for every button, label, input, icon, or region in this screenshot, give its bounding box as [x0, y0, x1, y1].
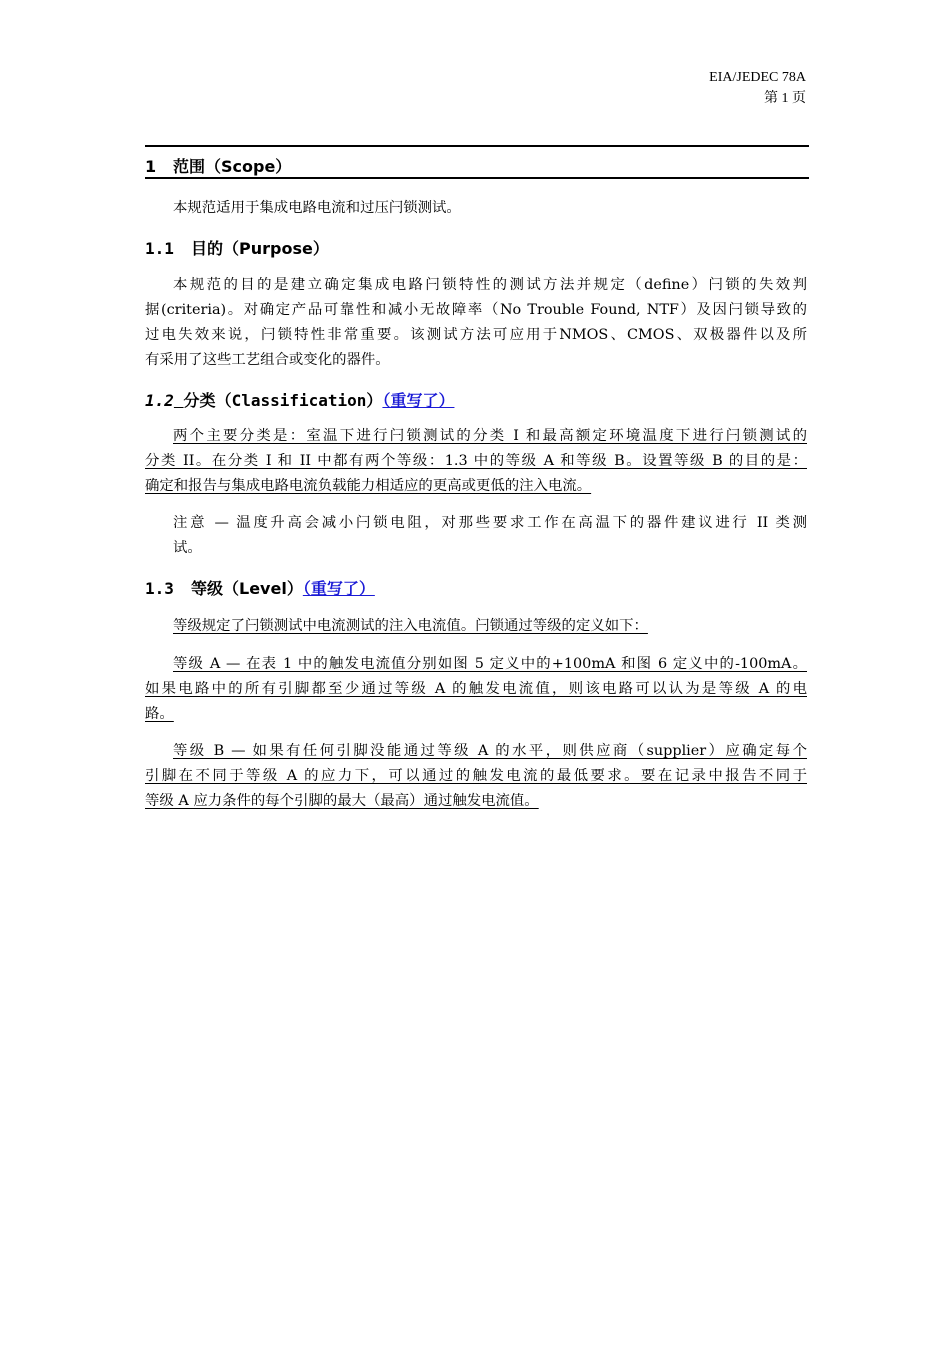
revision-tag: （重写了） [382, 391, 455, 410]
paragraph-line: 有采用了这些工艺组合或变化的器件。 [145, 352, 390, 368]
paragraph-line: 本规范的目的是建立确定集成电路闩锁特性的测试方法并规定（define）闩锁的失效判 [173, 277, 807, 293]
paragraph-line: 如果电路中的所有引脚都至少通过等级 A 的触发电流值，则该电路可以认为是等级 A 的电 [145, 681, 807, 697]
paragraph-line: 引脚在不同于等级 A 的应力下，可以通过的触发电流的最低要求。要在记录中报告不同于 [145, 768, 807, 784]
paragraph-line: 等级规定了闩锁测试中电流测试的注入电流值。闩锁通过等级的定义如下： [173, 618, 648, 634]
paragraph-line: 过电失效来说，闩锁特性非常重要。该测试方法可应用于NMOS、CMOS、双极器件以及所 [145, 327, 807, 343]
section-1-body [145, 196, 807, 221]
page-header [709, 67, 806, 109]
paragraph-line: 路。 [145, 706, 174, 722]
paragraph-line: 据(criteria)。对确定产品可靠性和减小无故障率（No Trouble Found, NTF）及因闩锁导致的 [145, 302, 807, 318]
note-line: 注意 — 温度升高会减小闩锁电阻，对那些要求工作在高温下的器件建议进行 II 类测 [173, 515, 807, 531]
paragraph-line: 等级 A — 在表 1 中的触发电流值分别如图 5 定义中的+100mA 和图 6 定义中的-100mA。 [173, 656, 807, 672]
section-1-2-note [173, 511, 807, 561]
level-b-paragraph [145, 739, 807, 814]
paragraph-line: 等级 A 应力条件的每个引脚的最大（最高）通过触发电流值。 [145, 793, 539, 809]
page-number: 第 1 页 [764, 91, 806, 106]
section-1-heading [145, 154, 291, 177]
section-number: 1.2 [145, 391, 174, 410]
section-number: 1.3 [145, 579, 174, 598]
section-1-2-paragraph [145, 424, 807, 499]
section-title-en: （Classification） [215, 391, 383, 410]
paragraph-line: 分类 II。在分类 I 和 II 中都有两个等级：1.3 中的等级 A 和等级 B。设置等级 B 的目的是： [145, 453, 807, 469]
revision-tag: （重写了） [302, 579, 375, 598]
section-title: 目的（Purpose） [191, 239, 329, 258]
paragraph-line: 两个主要分类是：室温下进行闩锁测试的分类 I 和最高额定环境温度下进行闩锁测试的 [173, 428, 807, 444]
paragraph-line: 等级 B — 如果有任何引脚没能通过等级 A 的水平，则供应商（supplier）应确定每个 [173, 743, 807, 759]
paragraph-text: 本规范适用于集成电路电流和过压闩锁测试。 [173, 200, 461, 216]
section-1-2-heading [145, 388, 454, 411]
paragraph-line: 确定和报告与集成电路电流负载能力相适应的更高或更低的注入电流。 [145, 478, 592, 494]
section-1-heading-block [145, 145, 809, 179]
section-number: 1 [145, 157, 157, 176]
level-a-paragraph [145, 652, 807, 727]
section-1-3-heading [145, 576, 375, 599]
section-1-1-heading [145, 236, 329, 259]
section-1-3-intro [145, 614, 807, 639]
section-title: 分类 [183, 391, 216, 410]
section-title: 等级（Level） [191, 579, 303, 598]
note-line: 试。 [173, 540, 202, 556]
section-1-1-paragraph [145, 273, 807, 373]
section-title: 范围（Scope） [173, 157, 292, 176]
section-number: 1.1 [145, 239, 174, 258]
document-id: EIA/JEDEC 78A [709, 70, 806, 85]
